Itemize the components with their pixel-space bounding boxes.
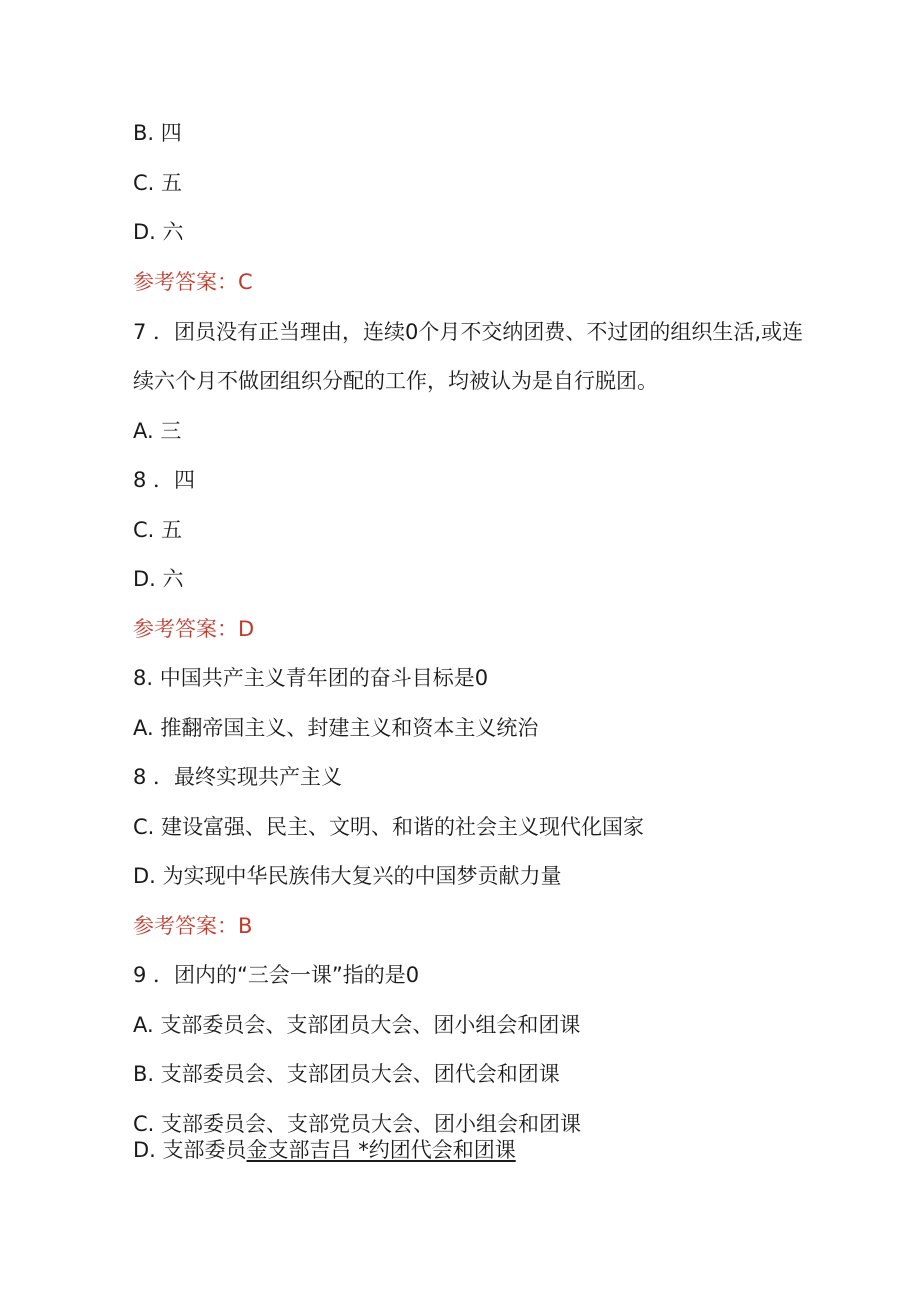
option-text: 8 ．最终实现共产主义: [133, 765, 343, 789]
question-7-line-1: [133, 318, 803, 346]
option-text: 8 ．四: [133, 468, 196, 492]
option-text: D. 六: [133, 220, 184, 244]
option-a-q7: [133, 417, 181, 445]
option-text: D. 支部委员: [133, 1138, 247, 1162]
option-text: D. 为实现中华民族伟大复兴的中国梦贡献力量: [133, 864, 562, 888]
answer-q7: [133, 615, 254, 643]
question-text: 9 ．团内的“三会一课”指的是0: [133, 963, 420, 987]
underlined-text: 金支部吉吕 *约团代会和团课: [246, 1138, 516, 1162]
question-text: 续六个月不做团组织分配的工作，均被认为是自行脱团。: [133, 369, 658, 393]
option-text: C. 五: [133, 518, 183, 542]
option-text: C. 支部委员会、支部党员大会、团小组会和团课: [133, 1112, 582, 1136]
option-text: A. 支部委员会、支部团员大会、团小组会和团课: [133, 1013, 581, 1037]
question-8: [133, 664, 488, 692]
option-text: A. 推翻帝国主义、封建主义和资本主义统治: [133, 716, 539, 740]
answer-q6: [133, 268, 253, 296]
option-b-q8: [133, 763, 342, 791]
option-c-q8: [133, 813, 644, 841]
answer-q8: [133, 912, 252, 940]
option-d-q9: [133, 1136, 516, 1164]
answer-value: B: [238, 914, 253, 938]
option-text: C. 建设富强、民主、文明、和谐的社会主义现代化国家: [133, 815, 645, 839]
option-text: A. 三: [133, 419, 182, 443]
option-c-q9: [133, 1110, 581, 1138]
option-text: B. 四: [133, 121, 182, 145]
option-d-q7: [133, 565, 184, 593]
answer-label: 参考答案：: [133, 617, 238, 641]
answer-value: C: [238, 270, 253, 294]
question-9: [133, 961, 419, 989]
option-text: B. 支部委员会、支部团员大会、团代会和团课: [133, 1062, 560, 1086]
question-7-line-2: [133, 367, 658, 395]
option-a-q8: [133, 714, 538, 742]
option-b-q7: [133, 466, 195, 494]
option-c-q7: [133, 516, 182, 544]
question-text: 8. 中国共产主义青年团的奋斗目标是0: [133, 666, 489, 690]
option-d-q8: [133, 862, 562, 890]
answer-label: 参考答案：: [133, 270, 238, 294]
option-text: D. 六: [133, 567, 184, 591]
question-text: 7 ．团员没有正当理由，连续0个月不交纳团费、不过团的组织生活,或连: [133, 320, 804, 344]
option-d-q6: [133, 218, 184, 246]
option-a-q9: [133, 1011, 580, 1039]
option-b-q9: [133, 1060, 560, 1088]
answer-label: 参考答案：: [133, 914, 238, 938]
option-c-q6: [133, 169, 182, 197]
option-b-q6: [133, 119, 182, 147]
answer-value: D: [238, 617, 255, 641]
option-text: C. 五: [133, 171, 183, 195]
